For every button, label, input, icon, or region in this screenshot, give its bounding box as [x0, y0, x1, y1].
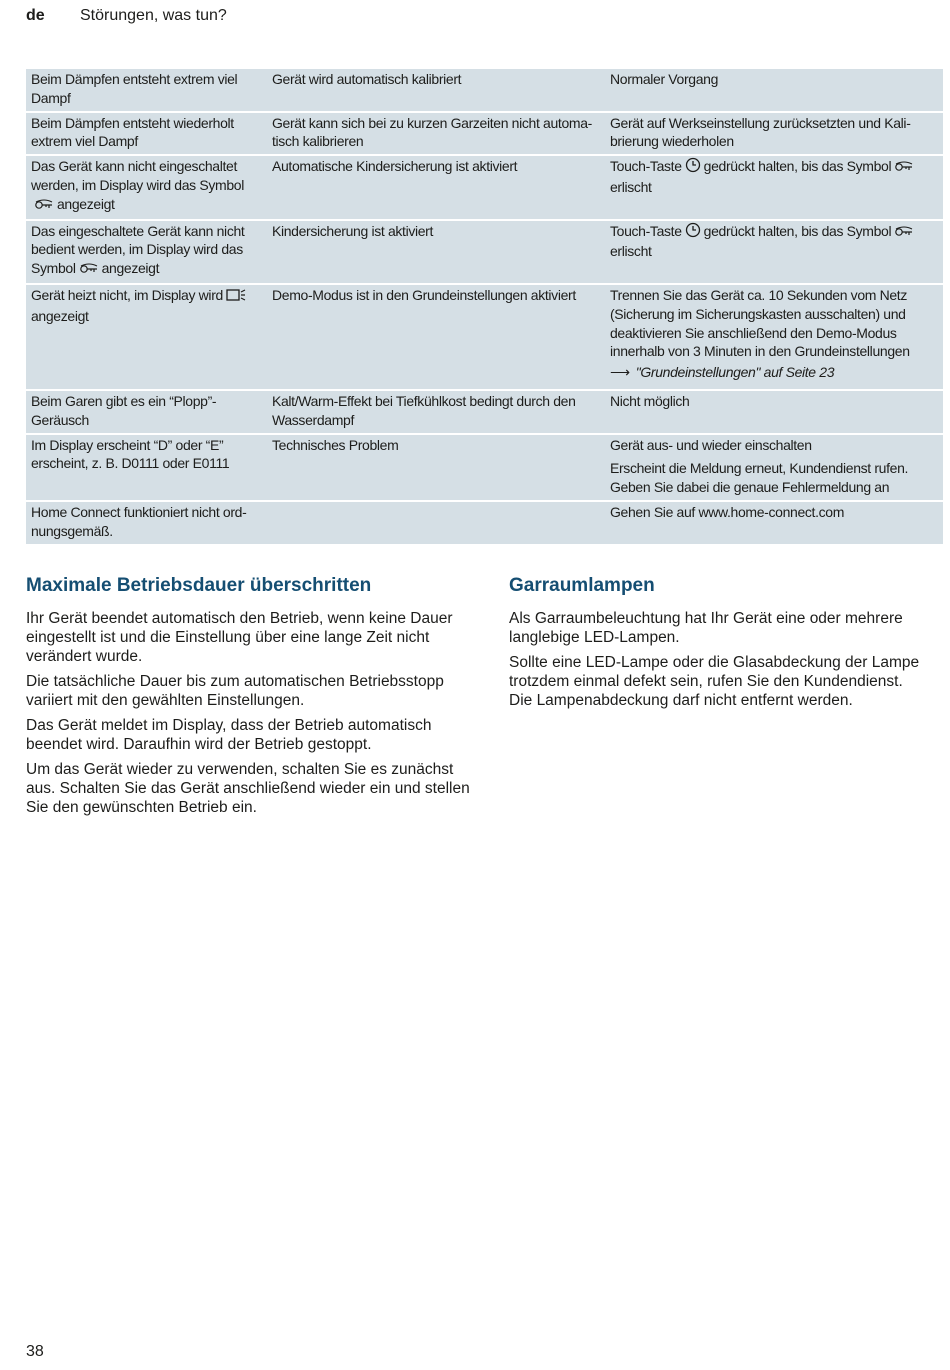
paragraph: Sollte eine LED-Lampe oder die Glasabdeckung der Lampe trotzdem einmal defekt sein, rufen Sie den Kundendienst. Die Lampenabdeckung darf nicht entfernt werden. — [509, 654, 920, 709]
fault-cell — [26, 69, 267, 111]
key-icon — [894, 224, 914, 243]
key-icon — [34, 197, 54, 216]
fault-text-b: angezeigt — [101, 260, 160, 277]
fault-text: Beim Garen gibt es ein “Plopp”-Geräusch — [31, 392, 217, 428]
fault-text: Im Display erscheint “D” oder “E” erscheint, z. B. D0111 oder E0111 — [31, 436, 230, 472]
cause-cell — [267, 113, 605, 155]
cause-cell — [267, 69, 605, 111]
fault-text: Home Connect funktioniert nicht ord-nungsgemäß. — [31, 503, 247, 539]
table-row — [26, 221, 943, 285]
remedy-text: Nicht möglich — [610, 392, 690, 409]
paragraph: Das Gerät meldet im Display, dass der Betrieb automatisch beendet wird. Daraufhin wird der Betrieb gestoppt. — [26, 717, 432, 753]
remedy-cell — [605, 502, 943, 544]
max-duration-section — [26, 573, 472, 823]
table-row — [26, 502, 943, 546]
table-row — [26, 285, 943, 391]
remedy-cell — [605, 221, 943, 283]
table-row — [26, 435, 943, 502]
key-icon — [894, 159, 914, 178]
cross-reference-text[interactable]: "Grundeinstellungen" auf Seite 23 — [635, 364, 835, 381]
fault-text — [31, 157, 263, 215]
cause-text: Demo-Modus ist in den Grundeinstellungen aktiviert — [272, 286, 576, 303]
cause-cell — [267, 391, 605, 433]
clock-icon — [685, 157, 701, 178]
remedy-text-c: erlischt — [610, 178, 652, 195]
remedy-text: Normaler Vorgang — [610, 71, 719, 87]
paragraph: Die tatsächliche Dauer bis zum automatischen Betriebsstopp variiert mit den gewählten Einstellungen. — [26, 673, 444, 709]
remedy-text-b: gedrückt halten, bis das Symbol — [703, 158, 892, 175]
fault-text-b: angezeigt — [31, 307, 89, 324]
cause-text: Technisches Problem — [272, 436, 399, 453]
fault-cell — [26, 391, 267, 433]
fault-cell — [26, 156, 267, 218]
cause-cell — [267, 285, 605, 389]
remedy-cell — [605, 285, 943, 389]
fault-text: Beim Dämpfen entsteht extrem viel Dampf — [31, 71, 238, 106]
demo-mode-icon — [226, 288, 246, 307]
cause-text: Kindersicherung ist aktiviert — [272, 222, 434, 239]
key-icon — [79, 261, 99, 280]
fault-cell — [26, 113, 267, 155]
remedy-text-c: erlischt — [610, 243, 652, 260]
troubleshooting-table — [26, 68, 943, 546]
arrow-right-icon: ⟶ — [610, 364, 630, 381]
cause-text: Gerät kann sich bei zu kurzen Garzeiten nicht automa-tisch kalibrieren — [272, 114, 592, 150]
remedy-text — [610, 222, 939, 262]
table-row — [26, 391, 943, 435]
paragraph: Ihr Gerät beendet automatisch den Betrieb, wenn keine Dauer eingestellt ist und die Einstellung über eine lange Zeit nicht verändert wurde. — [26, 610, 453, 665]
clock-icon — [685, 222, 701, 243]
oven-lamps-section — [509, 573, 929, 716]
remedy-text-extra: Erscheint die Meldung erneut, Kundendienst rufen. Geben Sie dabei die genaue Fehlermeldung an — [610, 460, 909, 496]
section-heading: Maximale Betriebsdauer überschritten — [26, 575, 372, 596]
remedy-text — [610, 157, 939, 197]
remedy-text-a: Touch-Taste — [610, 222, 682, 239]
table-row — [26, 69, 943, 113]
cause-text: Automatische Kindersicherung ist aktiviert — [272, 158, 518, 175]
fault-text-a: Das eingeschaltete Gerät kann nicht bedient werden, im Display wird das Symbol — [31, 222, 245, 277]
cause-cell — [267, 221, 605, 283]
fault-cell — [26, 435, 267, 500]
remedy-cell — [605, 391, 943, 433]
cause-cell — [267, 435, 605, 500]
section-title: Störungen, was tun? — [80, 7, 227, 24]
fault-text-b: angezeigt — [57, 195, 115, 212]
remedy-text: Gehen Sie auf www.home-connect.com — [610, 503, 845, 520]
page-number: 38 — [26, 1343, 44, 1360]
paragraph: Als Garraumbeleuchtung hat Ihr Gerät eine oder mehrere langlebige LED-Lampen. — [509, 610, 903, 646]
paragraph: Um das Gerät wieder zu verwenden, schalten Sie es zunächst aus. Schalten Sie das Gerät anschließend wieder ein und stellen Sie den gewünschten Betrieb ein. — [26, 761, 470, 816]
cause-text: Kalt/Warm-Effekt bei Tiefkühlkost bedingt durch den Wasserdampf — [272, 392, 576, 428]
remedy-cell — [605, 69, 943, 111]
remedy-text: Gerät auf Werkseinstellung zurücksetzten und Kali-brierung wiederholen — [610, 114, 911, 150]
remedy-cell — [605, 435, 943, 500]
fault-text: Beim Dämpfen entsteht wiederholt extrem viel Dampf — [31, 114, 234, 150]
fault-text-a: Gerät heizt nicht, im Display wird — [31, 286, 223, 303]
remedy-text-b: gedrückt halten, bis das Symbol — [703, 222, 892, 239]
section-heading: Garraumlampen — [509, 575, 655, 596]
fault-text — [31, 222, 263, 280]
fault-cell — [26, 285, 267, 389]
cause-text: Gerät wird automatisch kalibriert — [272, 71, 462, 87]
cause-cell — [267, 502, 605, 544]
remedy-text: Trennen Sie das Gerät ca. 10 Sekunden vom Netz (Sicherung im Sicherungskasten ausschalten) und deaktivieren Sie anschließend den Demo-Modus innerhalb von 3 Minuten in den Grundeinstellungen — [610, 286, 910, 360]
table-row — [26, 113, 943, 157]
remedy-cell — [605, 113, 943, 155]
fault-cell — [26, 502, 267, 544]
cause-cell — [267, 156, 605, 218]
fault-text-a: Das Gerät kann nicht eingeschaltet werden, im Display wird das Symbol — [31, 158, 244, 193]
remedy-text-a: Touch-Taste — [610, 158, 682, 175]
remedy-cell — [605, 156, 943, 218]
fault-text — [31, 286, 263, 326]
language-code: de — [26, 7, 45, 24]
remedy-text: Gerät aus- und wieder einschalten — [610, 436, 812, 453]
table-row — [26, 156, 943, 220]
fault-cell — [26, 221, 267, 283]
cross-reference-link[interactable] — [610, 363, 939, 382]
